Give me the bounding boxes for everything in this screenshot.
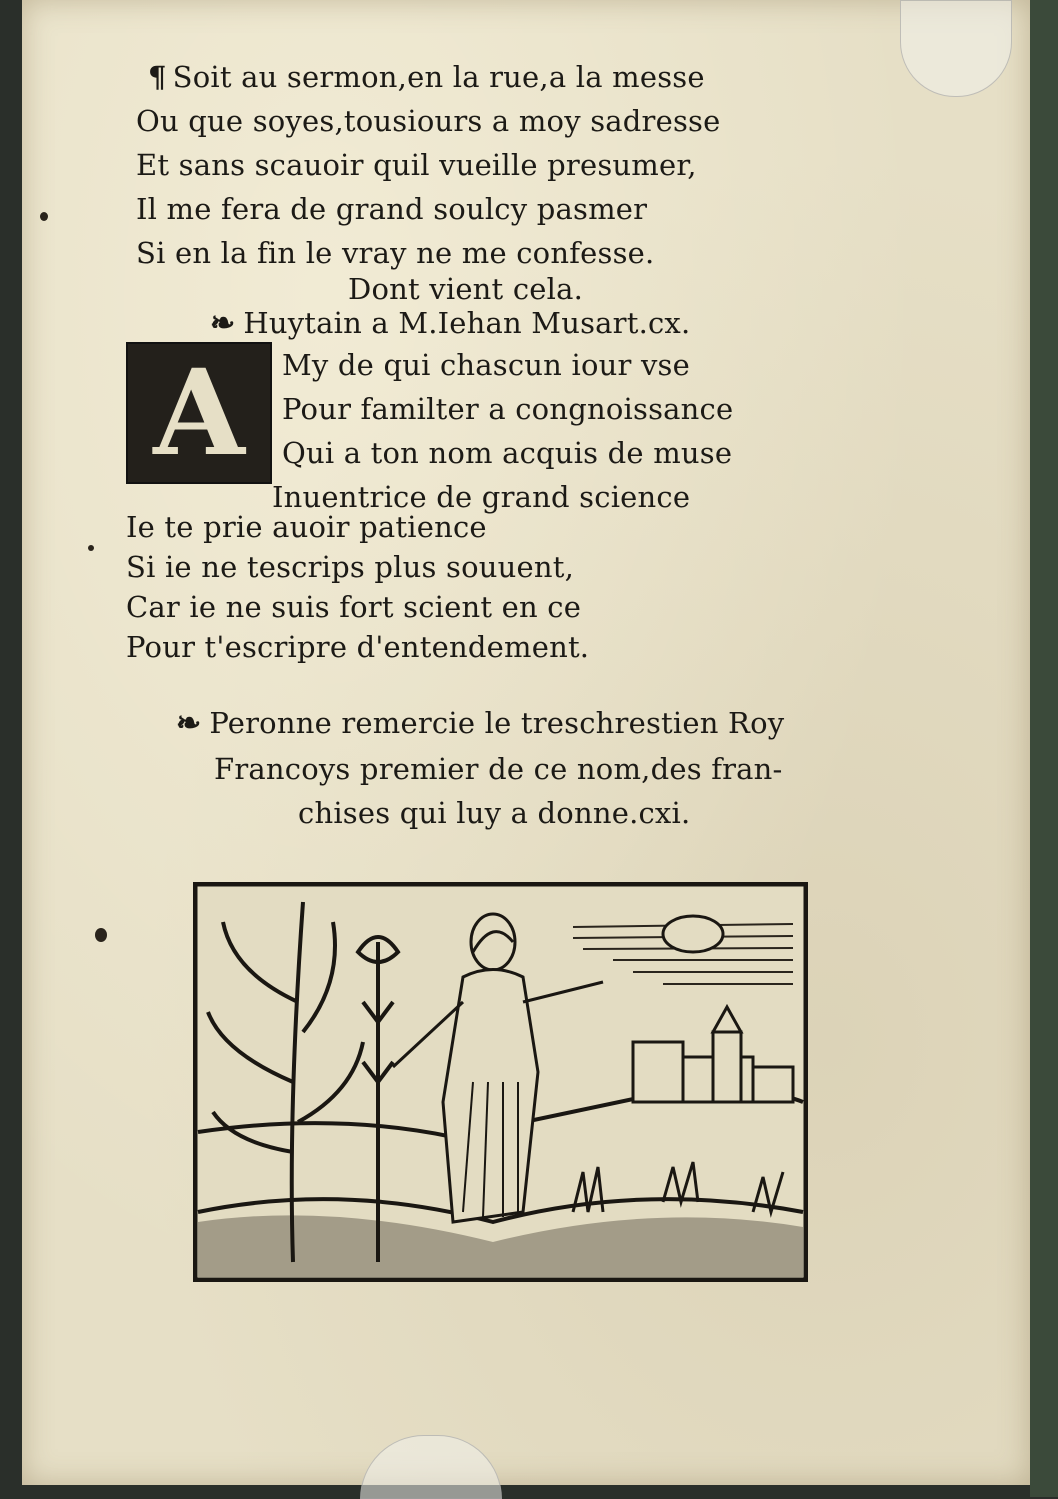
woodcut-illustration [193, 882, 808, 1282]
poem2-line: Ie te prie auoir patience [126, 510, 487, 544]
poem3-heading-line: Francoys premier de ce nom,des fran- [214, 752, 783, 786]
poem2-line: My de qui chascun iour vse [282, 348, 690, 382]
stanza1-line: ¶ Soit au sermon,en la rue,a la messe [148, 60, 705, 94]
poem2-line: Qui a ton nom acquis de muse [282, 436, 733, 470]
poem2-line: Si ie ne tescrips plus souuent, [126, 550, 575, 584]
poem2-line: Pour familter a congnoissance [282, 392, 734, 426]
decorated-initial: A [126, 342, 272, 484]
stanza1-line: Ou que soyes,tousiours a moy sadresse [136, 104, 721, 138]
fleuron-icon: ❧ [176, 706, 202, 741]
stanza1-line: Si en la fin le vray ne me confesse. [136, 236, 655, 270]
pilcrow-icon: ¶ [148, 60, 167, 94]
poem2-heading: ❧ Huytain a M.Iehan Musart.cx. [210, 306, 691, 341]
page-edge-shadow [1030, 0, 1058, 1497]
stanza1-line: Il me fera de grand soulcy pasmer [136, 192, 648, 226]
wormhole-mark [40, 212, 48, 221]
poem3-heading: ❧ Peronne remercie le treschrestien Roy [176, 706, 785, 741]
poem2-line: Pour t'escripre d'entendement. [126, 630, 590, 664]
stanza1-refrain: Dont vient cela. [348, 272, 584, 306]
wormhole-mark [95, 928, 107, 942]
stanza1-line: Et sans scauoir quil vueille presumer, [136, 148, 697, 182]
poem3-heading-line: chises qui luy a donne.cxi. [298, 796, 691, 830]
poem2-line: Inuentrice de grand science [272, 480, 691, 514]
cloud [663, 916, 723, 952]
poem2-line: Car ie ne suis fort scient en ce [126, 590, 582, 624]
fleuron-icon: ❧ [210, 306, 236, 341]
wormhole-mark [88, 545, 94, 551]
